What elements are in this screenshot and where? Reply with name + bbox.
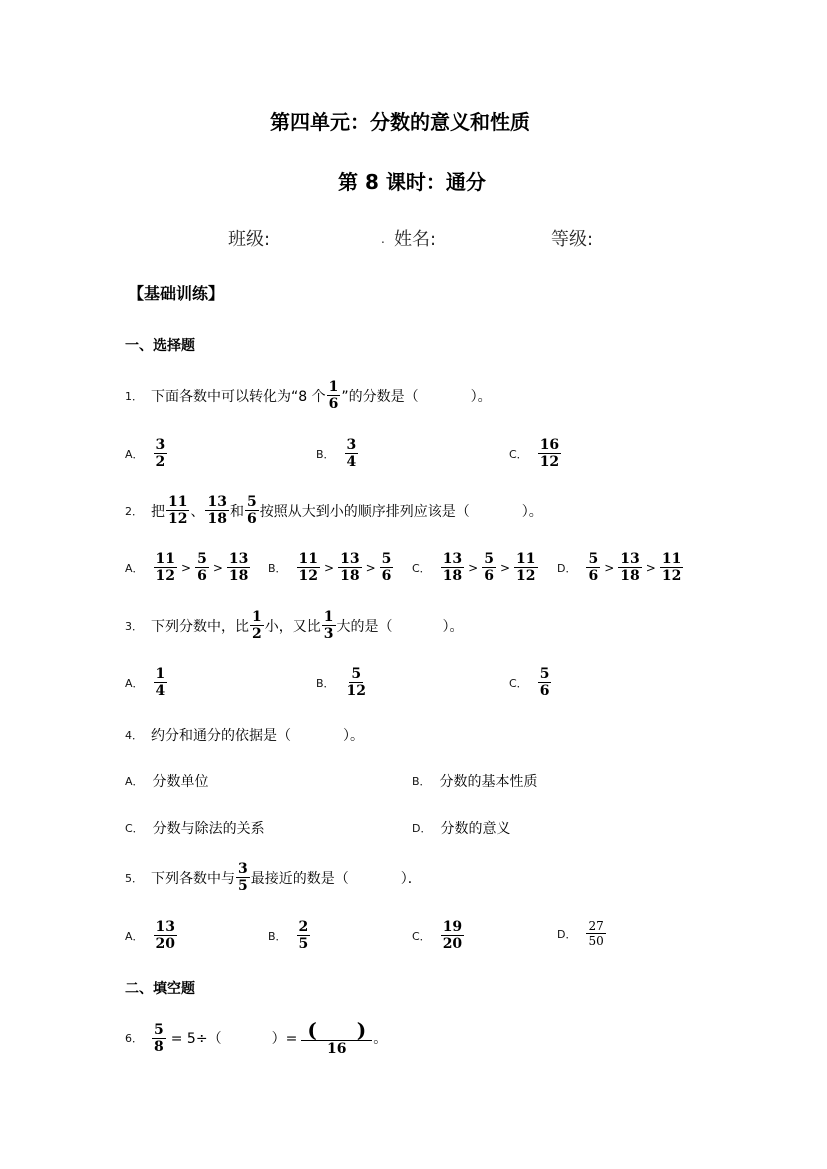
question-number: 4． bbox=[125, 729, 143, 742]
fraction: $\frac{3}{2}$ bbox=[155, 437, 166, 470]
question-text: ）。 bbox=[470, 388, 492, 405]
question-6 bbox=[125, 1020, 387, 1056]
question-text: 按照从大到小的顺序排列应该是（ bbox=[259, 503, 470, 520]
question-number: 1． bbox=[125, 389, 143, 403]
separator: 、 bbox=[190, 503, 205, 520]
option-a[interactable]: A． 分数单位 bbox=[125, 774, 209, 790]
question-text: = 5÷（ bbox=[170, 1031, 222, 1047]
question-text: 小，又比 bbox=[264, 618, 321, 635]
option-b[interactable]: B． $\frac{5}{12}$ bbox=[316, 666, 367, 699]
option-c[interactable]: C． 分数与除法的关系 bbox=[125, 821, 265, 837]
option-c[interactable]: C． $\frac{19}{20}$ bbox=[412, 919, 463, 952]
option-a[interactable]: A． $\frac{1}{4}$ bbox=[125, 666, 166, 699]
question-number: 3． bbox=[125, 619, 143, 633]
fraction: $\frac{5}{6}$ bbox=[246, 494, 257, 527]
class-label: 班级: bbox=[228, 229, 271, 250]
section-basic: 【基础训练】 bbox=[128, 284, 225, 303]
question-4 bbox=[125, 725, 364, 745]
question-text: ）= bbox=[271, 1031, 298, 1047]
dot-mark: . bbox=[381, 232, 385, 246]
grade-label: 等级: bbox=[551, 229, 594, 250]
fraction: $\frac{5}{8}$ bbox=[154, 1021, 164, 1055]
question-text: 大的是（ bbox=[336, 618, 393, 635]
fraction: $\frac{3}{4}$ bbox=[346, 437, 357, 470]
question-number: 5． bbox=[125, 871, 143, 885]
question-3 bbox=[125, 610, 464, 641]
question-5 bbox=[125, 862, 422, 893]
fraction: $\frac{1}{3}$ bbox=[323, 609, 334, 642]
question-text: 最接近的数是（ bbox=[250, 870, 349, 887]
question-2 bbox=[125, 495, 543, 526]
question-text: ”的分数是（ bbox=[341, 388, 419, 405]
separator: 和 bbox=[229, 503, 244, 520]
option-c[interactable]: C． $\frac{13}{18}$ > $\frac{5}{6}$ > $\frac{11}{12}$ bbox=[412, 551, 536, 584]
question-number: 6． bbox=[125, 1032, 143, 1045]
question-text: ）。 bbox=[521, 503, 543, 520]
fraction: $\frac{3}{5}$ bbox=[238, 861, 248, 894]
option-b[interactable]: B． 分数的基本性质 bbox=[412, 774, 538, 790]
question-text: 下列分数中，比 bbox=[151, 618, 249, 635]
question-text: ）。 bbox=[442, 618, 464, 635]
option-c[interactable]: C． $\frac{5}{6}$ bbox=[509, 666, 550, 699]
fraction: $\frac{11}{12}$ bbox=[168, 494, 188, 527]
option-c[interactable]: C． $\frac{16}{12}$ bbox=[509, 437, 560, 470]
question-number: 2． bbox=[125, 504, 143, 518]
name-label: 姓名: bbox=[394, 229, 437, 250]
option-d[interactable]: D． 分数的意义 bbox=[412, 821, 511, 837]
option-d[interactable]: D． $\frac{27}{50}$ bbox=[557, 919, 604, 948]
fraction-with-blank[interactable]: $\frac{( )}{16}$ bbox=[301, 1020, 372, 1056]
page-subtitle: 第 8 课时：通分 bbox=[338, 170, 486, 194]
fraction: $\frac{1}{6}$ bbox=[328, 379, 339, 412]
question-text: 约分和通分的依据是（ bbox=[151, 728, 291, 744]
question-text: 把 bbox=[151, 503, 165, 520]
option-a[interactable]: A． $\frac{11}{12}$ > $\frac{5}{6}$ > $\frac{13}{18}$ bbox=[125, 551, 249, 584]
option-b[interactable]: B． $\frac{11}{12}$ > $\frac{13}{18}$ > $\frac{5}{6}$ bbox=[268, 551, 392, 584]
fraction: $\frac{1}{2}$ bbox=[252, 609, 262, 642]
option-b[interactable]: B． $\frac{2}{5}$ bbox=[268, 919, 309, 952]
option-a[interactable]: A． $\frac{13}{20}$ bbox=[125, 919, 176, 952]
question-1 bbox=[125, 380, 492, 411]
question-text: ）． bbox=[400, 870, 422, 887]
page-title: 第四单元：分数的意义和性质 bbox=[270, 110, 530, 134]
option-b[interactable]: B． $\frac{3}{4}$ bbox=[316, 437, 357, 470]
question-text: 下面各数中可以转化为“8 个 bbox=[151, 388, 326, 405]
part1-heading: 一、选择题 bbox=[125, 338, 195, 354]
question-text: 。 bbox=[373, 1031, 388, 1047]
fraction: $\frac{13}{18}$ bbox=[207, 494, 227, 527]
part2-heading: 二、填空题 bbox=[125, 981, 195, 997]
option-a[interactable]: A． $\frac{3}{2}$ bbox=[125, 437, 166, 470]
fraction: $\frac{16}{12}$ bbox=[539, 437, 560, 470]
question-text: ）。 bbox=[343, 728, 364, 744]
question-text: 下列各数中与 bbox=[151, 870, 235, 887]
option-d[interactable]: D． $\frac{5}{6}$ > $\frac{13}{18}$ > $\frac{11}{12}$ bbox=[557, 551, 682, 584]
